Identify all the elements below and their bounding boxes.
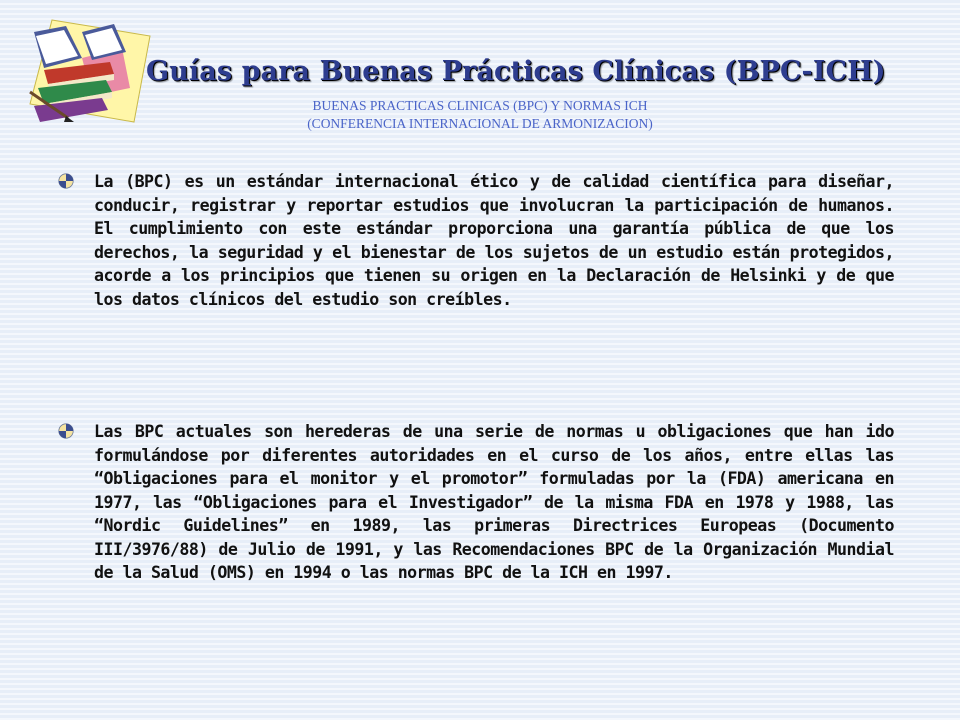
page-title: Guías para Buenas Prácticas Clínicas (BPC-ICH) (146, 56, 886, 87)
subtitle-line-1: BUENAS PRACTICAS CLINICAS (BPC) Y NORMAS ICH (312, 98, 648, 113)
bullet-item-1 (58, 170, 894, 311)
subtitle-line-2: (CONFERENCIA INTERNACIONAL DE ARMONIZACION) (307, 116, 653, 131)
bullet-item-2 (58, 420, 894, 585)
bullet-text-1: La (BPC) es un estándar internacional ético y de calidad científica para diseñar, conducir, registrar y reportar estudios que involucran la participación de humanos. El cumplimiento con este estándar proporciona una garantía pública de que los derechos, la seguridad y el bienestar de los sujetos de un estudio están protegidos, acorde a los principios que tienen su origen en la Declaración de Helsinki y de que los datos clínicos del estudio son creíbles. (94, 172, 894, 309)
books-icon (22, 18, 152, 128)
bullet-text-2: Las BPC actuales son herederas de una serie de normas u obligaciones que han ido formulándose por diferentes autoridades en el curso de los años, entre ellas las “Obligaciones para el monitor y el promotor” formuladas por la (FDA) americana en 1977, las “Obligaciones para el Investigador” de la misma FDA en 1978 y 1988, las “Nordic Guidelines” en 1989, las primeras Directrices Europeas (Documento III/3976/88) de Julio de 1991, y las Recomendaciones BPC de la Organización Mundial de la Salud (OMS) en 1994 o las normas BPC de la ICH en 1997. (94, 422, 894, 582)
globe-bullet-icon (58, 173, 74, 189)
globe-bullet-icon (58, 423, 74, 439)
